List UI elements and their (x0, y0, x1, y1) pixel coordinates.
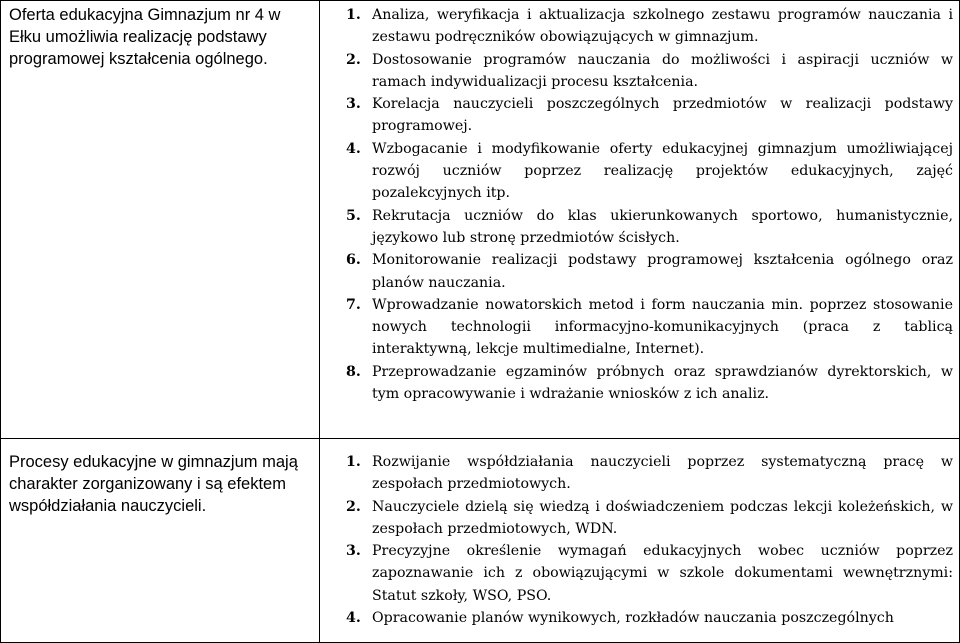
item-text: Korelacja nauczycieli poszczególnych przedmiotów w realizacji podstawy programowej. (372, 96, 953, 135)
list-item (346, 294, 953, 361)
item-number: 8. (346, 363, 361, 380)
item-number: 1. (346, 7, 361, 23)
list-item (346, 496, 953, 541)
item-number: 4. (346, 610, 361, 627)
numbered-list (346, 451, 953, 629)
list-item (346, 361, 953, 406)
item-text: Opracowanie planów wynikowych, rozkładów nauczania poszczególnych (372, 610, 894, 627)
item-number: 2. (346, 51, 361, 68)
item-text: Rozwijanie współdziałania nauczycieli poprzez systematyczną pracę w zespołach przedmiotowych. (372, 454, 953, 493)
item-number: 3. (346, 96, 361, 113)
item-number: 3. (346, 543, 361, 560)
item-text: Przeprowadzanie egzaminów próbnych oraz sprawdzianów dyrektorskich, w tym opracowywanie i wdrażanie wniosków z ich analiz. (372, 363, 953, 403)
item-number: 5. (346, 207, 361, 224)
list-item (346, 540, 953, 607)
table-row (1, 439, 960, 643)
item-text: Rekrutacja uczniów do klas ukierunkowanych sportowo, humanistycznie, językowo lub stronę przedmiotów ścisłych. (372, 207, 953, 246)
item-number: 7. (346, 296, 361, 313)
item-text: Precyzyjne określenie wymagań edukacyjnych wobec uczniów poprzez zapoznawanie ich z obowiązującymi w szkole dokumentami wewnętrznymi: Statut szkoły, WSO, PSO. (372, 543, 953, 604)
list-item (346, 49, 953, 94)
item-text: Wprowadzanie nowatorskich metod i form nauczania min. poprzez stosowanie nowych technologii informacyjno-komunikacyjnych (praca z tablicą interaktywną, lekcje multimedialne, Internet). (372, 296, 953, 358)
right-cell (320, 439, 960, 643)
list-item (346, 205, 953, 250)
item-text: Wzbogacanie i modyfikowanie oferty edukacyjnej gimnazjum umożliwiającej rozwój uczniów poprzez realizację projektów edukacyjnych, zajęć pozalekcyjnych itp. (372, 140, 953, 202)
row-heading: Oferta edukacyjna Gimnazjum nr 4 w Ełku umożliwia realizację podstawy programowej kształcenia ogólnego. (9, 6, 281, 68)
item-number: 2. (346, 498, 361, 515)
item-number: 4. (346, 140, 361, 157)
item-text: Analiza, weryfikacja i aktualizacja szkolnego zestawu programów nauczania i zestawu podręczników obowiązujących w gimnazjum. (372, 7, 953, 46)
list-item (346, 138, 953, 205)
left-cell (1, 439, 320, 643)
item-text: Dostosowanie programów nauczania do możliwości i aspiracji uczniów w ramach indywidualizacji procesu kształcenia. (372, 51, 953, 90)
item-text: Nauczyciele dzielą się wiedzą i doświadczeniem podczas lekcji koleżeńskich, w zespołach przedmiotowych, WDN. (372, 498, 953, 537)
item-number: 1. (346, 454, 361, 470)
numbered-list (346, 4, 953, 405)
item-number: 6. (346, 252, 361, 269)
right-cell (320, 1, 960, 439)
left-cell (1, 1, 320, 439)
list-item (346, 93, 953, 138)
list-item (346, 451, 953, 496)
list-item (346, 249, 953, 294)
table-row (1, 1, 960, 439)
row-heading: Procesy edukacyjne w gimnazjum mają charakter zorganizowany i są efektem współdziałania nauczycieli. (9, 453, 298, 515)
item-text: Monitorowanie realizacji podstawy programowej kształcenia ogólnego oraz planów nauczania. (372, 252, 953, 291)
list-item (346, 607, 953, 629)
list-item (346, 4, 953, 49)
